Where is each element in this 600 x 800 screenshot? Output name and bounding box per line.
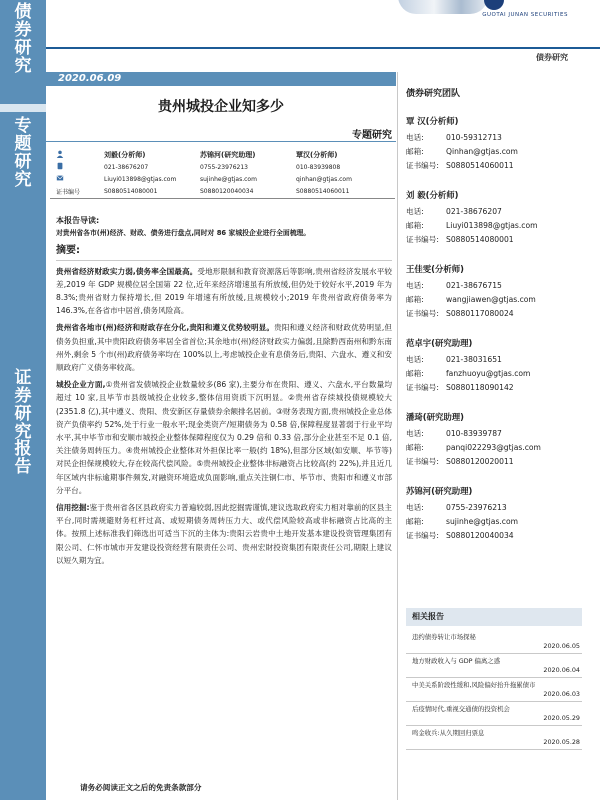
header-rule	[46, 47, 600, 49]
email-icon	[50, 174, 104, 184]
author-phone: 0755-23976213	[200, 163, 248, 171]
report-date: 2020.06.09	[58, 73, 122, 84]
analyst-cert: S0880120040034	[446, 531, 514, 540]
analyst-cert: S0880514080001	[446, 235, 514, 244]
author-cert: S0880120040034	[200, 187, 254, 195]
analyst-cert: S0880514060011	[446, 161, 514, 170]
related-report-item[interactable]: 地方财政收入与 GDP 偏离之惑 2020.06.04	[406, 654, 582, 678]
analyst-card: 王佳雯(分析师) 电话: 021-38676715 邮箱: wangjiawen@gtjas.com 证书编号: S0880117080024	[406, 263, 586, 321]
analyst-email[interactable]: Qinhan@gtjas.com	[446, 147, 518, 156]
related-report-item[interactable]: 中美关系阶段性缓和,风险偏好抬升拖累债市 2020.06.03	[406, 678, 582, 702]
related-report-item[interactable]: 鸣金收兵:从久期回归票息 2020.05.28	[406, 726, 582, 750]
column-divider	[397, 72, 398, 800]
author-name: 刘毅(分析师)	[104, 151, 146, 159]
brand-english: GUOTAI JUNAN SECURITIES	[482, 12, 568, 18]
research-team	[406, 86, 586, 559]
author-name: 覃汉(分析师)	[296, 151, 338, 159]
related-title: 相关报告	[406, 608, 582, 626]
analyst-card: 范卓宇(研究助理) 电话: 021-38031651 邮箱: fanzhuoyu@gtjas.com 证书编号: S0880118090142	[406, 337, 586, 395]
header-section-label: 债券研究	[536, 53, 568, 62]
analyst-name: 潘琦(研究助理)	[406, 412, 464, 422]
logo-gem-icon	[398, 0, 488, 14]
band-divider	[0, 104, 46, 112]
related-reports	[406, 608, 582, 750]
analyst-card: 覃 汉(分析师) 电话: 010-59312713 邮箱: Qinhan@gtjas.com 证书编号: S0880514060011	[406, 115, 586, 173]
analyst-name: 范卓宇(研究助理)	[406, 338, 473, 348]
company-logo	[398, 0, 568, 22]
analyst-cert: S0880120020011	[446, 457, 514, 466]
related-report-item[interactable]: 后疫情时代,重视交通债的投资机会 2020.05.29	[406, 702, 582, 726]
analyst-name: 王佳雯(分析师)	[406, 264, 464, 274]
analyst-card: 潘琦(研究助理) 电话: 010-83939787 邮箱: panqi022293@gtjas.com 证书编号: S0880120020011	[406, 411, 586, 469]
author-phone: 010-83939808	[296, 163, 341, 171]
abstract-label: 摘要:	[56, 245, 80, 257]
analyst-phone: 010-59312713	[446, 133, 502, 142]
guide-text: 对贵州省各市(州)经济、财政、债务进行盘点,同时对 86 家城投企业进行全面梳理。	[56, 229, 311, 238]
analyst-phone: 021-38676715	[446, 281, 502, 290]
paragraph-economy: 贵州省经济财政实力弱,债务率全国最高。受地形限制和教育资源落后等影响,贵州省经济发展水平较差,2019 年 GDP 规模位居全国第 22 位,近年来经济增速虽有所放缓,但仍处于较好水平,2019 年为 8.3%;贵州省财力保持增长,但 2019 年增速有所放缓,且规模较小;2019 年贵州省政府债务率为 146.3%,在各省市中居首,债务风险高。	[56, 266, 392, 316]
analyst-phone: 021-38031651	[446, 355, 502, 364]
authors-table	[50, 149, 395, 199]
side-label-special-research: 专 题 研 究	[14, 116, 32, 190]
author-email: sujinhe@gtjas.com	[200, 175, 257, 183]
phone-icon	[50, 162, 104, 172]
title-rule	[46, 141, 396, 142]
cert-label: 证书编号	[56, 188, 81, 196]
analyst-email[interactable]: wangjiawen@gtjas.com	[446, 295, 536, 304]
analyst-cert: S0880117080024	[446, 309, 514, 318]
analyst-name: 苏锦河(研究助理)	[406, 486, 473, 496]
analyst-name: 刘 毅(分析师)	[406, 190, 459, 200]
abstract-rule	[56, 260, 392, 261]
analyst-name: 覃 汉(分析师)	[406, 116, 459, 126]
author-phone: 021-38676207	[104, 163, 149, 171]
left-sidebar-band	[0, 0, 46, 800]
report-body	[56, 214, 392, 571]
analyst-email[interactable]: panqi022293@gtjas.com	[446, 443, 541, 452]
analyst-phone: 0755-23976213	[446, 503, 507, 512]
analyst-email[interactable]: Liuyi013898@gtjas.com	[446, 221, 538, 230]
paragraph-cities: 贵州省各地市(州)经济和财政存在分化,贵阳和遵义优势较明显。贵阳和遵义经济和财政优势明显,但债务负担重,其中贵阳政府债务率居全省首位;其余地市(州)经济财政实力偏弱,且除黔西南州和黔东南州外,剩余 5 个市(州)政府债务率均在 100%以上,考虑城投企业有息债务后,贵阳、六盘水、遵义和安顺政府广义债务率较高。	[56, 323, 392, 373]
author-cert: S0880514080001	[104, 187, 158, 195]
analyst-cert: S0880118090142	[446, 383, 514, 392]
authors-rule	[50, 198, 395, 199]
footer-disclaimer: 请务必阅读正文之后的免责条款部分	[80, 783, 202, 792]
analyst-card: 刘 毅(分析师) 电话: 021-38676207 邮箱: Liuyi013898@gtjas.com 证书编号: S0880514080001	[406, 189, 586, 247]
analyst-email[interactable]: sujinhe@gtjas.com	[446, 517, 519, 526]
paragraph-credit-mining: 信用挖掘:鉴于贵州省各区县政府实力普遍较弱,因此挖掘需谨慎,建议选取政府实力相对靠前的区县主平台,同时需规避财务杠杆过高、或短期债务周转压力大、或代偿风险较高或非标融资占比高的主体。按照上述标准我们筛选出可适当下沉的主体为:贵阳云岩贵中土地开发基本建设投资管理集团有限公司、仁怀市城市开发建设投资经营有限责任公司、贵州宏財投资集团有限责任公司,期限上建议以短久期为宜。	[56, 503, 392, 565]
date-bar	[46, 72, 396, 86]
logo-mark-icon	[484, 0, 504, 10]
analyst-card: 苏锦河(研究助理) 电话: 0755-23976213 邮箱: sujinhe@gtjas.com 证书编号: S0880120040034	[406, 485, 586, 543]
analyst-email[interactable]: fanzhuoyu@gtjas.com	[446, 369, 531, 378]
author-name: 苏锦河(研究助理)	[200, 151, 256, 159]
analyst-phone: 021-38676207	[446, 207, 502, 216]
side-label-securities-report: 证 券 研 究 报 告	[14, 368, 32, 478]
side-label-bond-research: 债 券 研 究	[0, 2, 46, 102]
related-report-item[interactable]: 违约债券转让市场探秘 2020.06.05	[406, 630, 582, 654]
report-title: 贵州城投企业知多少	[158, 99, 284, 115]
guide-label: 本报告导读:	[56, 216, 100, 225]
team-title: 债券研究团队	[406, 89, 461, 99]
paragraph-lgfv: 城投企业方面,①贵州省发债城投企业数量较多(86 家),主要分布在贵阳、遵义、六盘水,平台数量均超过 10 家,且毕节市县级城投企业较多,整体信用资质下沉明显。②贵州省存续城投债规模较大(2351.8 亿),其中遵义、贵阳、贵安新区存量债券余额排名居前。③财务表现方面,贵州城投企业总体资产负债率约 52%,处于行业一般水平;现金类资产/短期债务为 0.58 倍,保障程度显著弱于行业平均水平,其中毕节市和安顺市城投企业整体保障程度仅为 0.29 倍和 0.33 倍,部分企业甚至不足 0.1 倍,关注债务周转压力。④贵州城投企业整体对外担保比率一般(约 18%),但部分区域(如安顺、毕节等)对民企担保规模较大,存在较高代偿风险。⑤贵州城投企业整体非标融资占比较高(约 22%),并且近几年区域内非标逾期事件频发,对融资环境造成负面影响,重点关注铜仁市、毕节市、贵阳市和遵义市部分平台。	[56, 380, 392, 495]
author-icon	[50, 150, 104, 160]
analyst-phone: 010-83939787	[446, 429, 502, 438]
author-cert: S0880514060011	[296, 187, 350, 195]
author-email: Liuyi013898@gtjas.com	[104, 175, 177, 183]
author-email: qinhan@gtjas.com	[296, 175, 352, 183]
report-subtitle: 专题研究	[352, 130, 392, 141]
